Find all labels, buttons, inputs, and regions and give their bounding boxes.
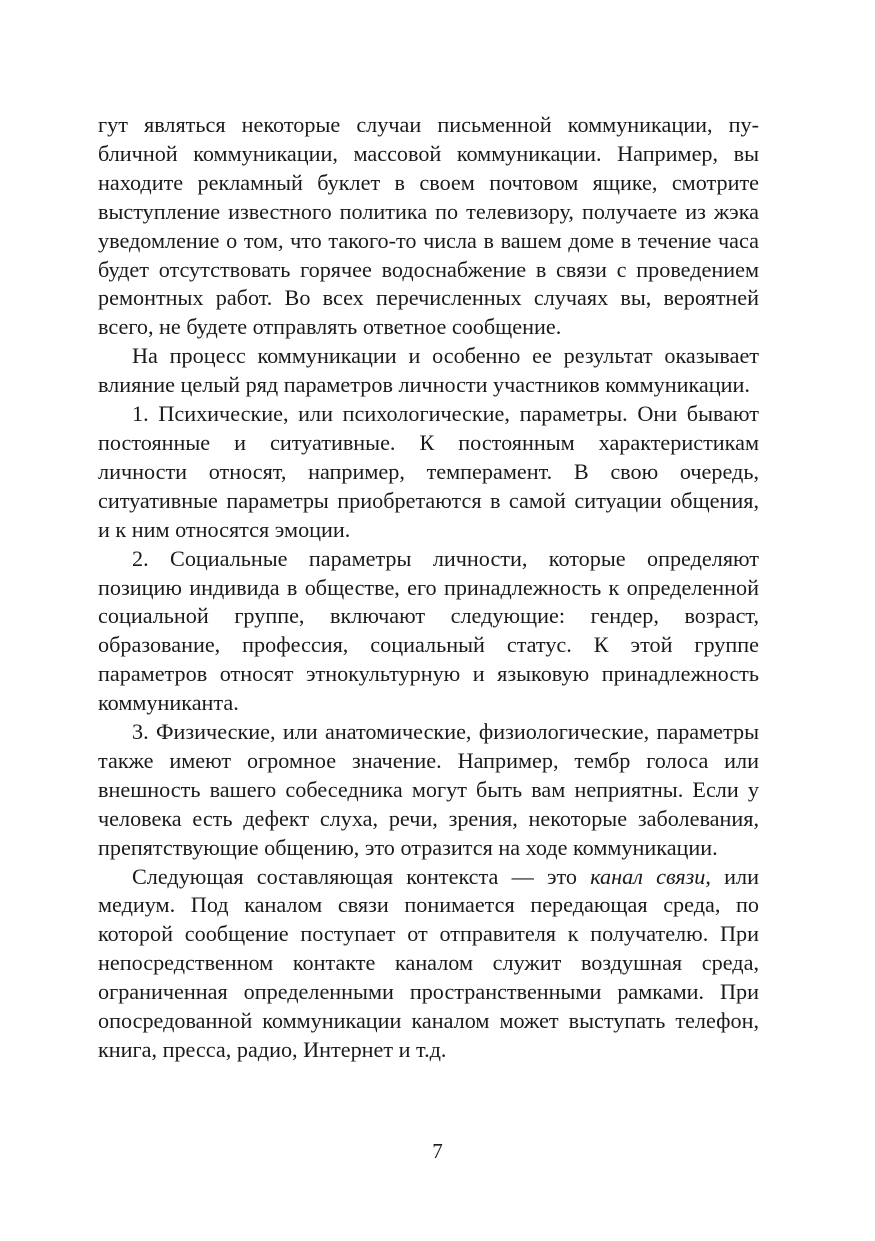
text-segment: На процесс коммуникации и особенно ее результат оказывает влияние целый ряд параметров личности участников коммуникации. [98, 343, 759, 398]
text-segment: гут являться некоторые случаи письменной коммуникации, публичной коммуникации, массовой коммуникации. Например, вы находите рекламный буклет в своем почтовом ящике, смотрите выступление известного политика по телевизору, получаете из жэка уведомление о том, что такого-то числа в вашем доме в течение часа будет отсутствовать горячее водоснабжение в связи с проведением ремонтных работ. Во всех перечисленных случаях вы, вероятней всего, не будете отправлять ответное сообщение. [98, 112, 759, 340]
text-segment: 1. Психические, или психологические, параметры. Они бывают постоянные и ситуативные. К постоянным характеристикам личности относят, например, темперамент. В свою очередь, ситуативные параметры приобретаются в самой ситуации общения, и к ним относятся эмоции. [98, 401, 759, 542]
text-segment: 3. Физические, или анатомические, физиологические, параметры также имеют огромное значение. Например, тембр голоса или внешность вашего собеседника могут быть вам неприятны. Если у человека есть дефект слуха, речи, зрения, некоторые заболевания, препятствующие общению, это отразится на ходе коммуникации. [98, 719, 759, 860]
paragraph-parameters-intro [98, 342, 759, 400]
paragraph-continuation [98, 111, 759, 342]
italic-term-channel: канал связи [590, 863, 706, 889]
page-body [98, 111, 759, 1065]
paragraph-physical-parameters [98, 718, 759, 863]
paragraph-social-parameters [98, 545, 759, 718]
paragraph-communication-channel [98, 863, 759, 1065]
paragraph-psychological-parameters [98, 400, 759, 545]
text-segment: Следующая составляющая контекста — это [132, 863, 591, 889]
text-segment: , или медиум. Под каналом связи понимается передающая среда, по которой сообщение поступает от отправителя к получателю. При непосредственном контакте каналом служит воздушная среда, ограниченная определенными пространственными рамками. При опосредованной коммуникации каналом может выступать телефон, книга, пресса, радио, Интернет и т.д. [98, 863, 759, 1062]
page-number: 7 [432, 1139, 443, 1163]
text-segment: 2. Социальные параметры личности, которые определяют позицию индивида в обществе, его принадлежность к определенной социальной группе, включают следующие: гендер, возраст, образование, профессия, социальный статус. К этой группе параметров относят этнокультурную и языковую принадлежность коммуниканта. [98, 545, 759, 716]
